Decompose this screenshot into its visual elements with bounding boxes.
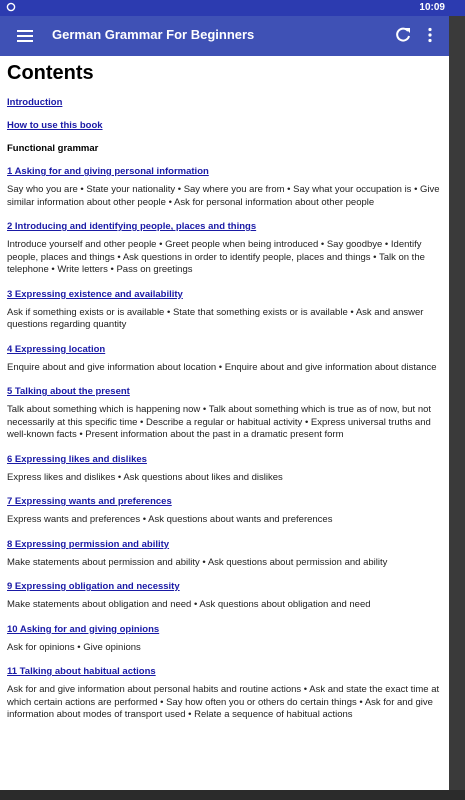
chapter-link-9[interactable]: 9 Expressing obligation and necessity bbox=[7, 581, 180, 592]
chapter-link-10[interactable]: 10 Asking for and giving opinions bbox=[7, 623, 160, 635]
device-frame bbox=[449, 0, 465, 800]
contents-page bbox=[0, 56, 449, 734]
chapter-desc-11: Ask for and give information about personal habits and routine actions • Ask and state the exact time at which certain actions are performed • Say how often you or others do certain things • Ask for and give information about modes of transport used • Relate a sequence of habitual actions bbox=[7, 684, 440, 720]
chapter-link-2[interactable]: 2 Introducing and identifying people, places and things bbox=[7, 221, 257, 232]
chapter-link-7[interactable]: 7 Expressing wants and preferences bbox=[7, 496, 172, 507]
chapter-desc-2: Introduce yourself and other people • Greet people when being introduced • Say goodbye • Identify people, places and things • Ask questions in order to identify people, places and things • Talk on the telephone • Write letters • Pass on greetings bbox=[7, 239, 425, 275]
link-introduction[interactable]: Introduction bbox=[7, 97, 63, 108]
chapter-link-4[interactable]: 4 Expressing location bbox=[7, 343, 106, 355]
status-bar bbox=[0, 0, 465, 16]
app-title: German Grammar For Beginners bbox=[52, 27, 255, 42]
chapter-link-11[interactable]: 11 Talking about habitual actions bbox=[7, 666, 156, 677]
menu-icon[interactable] bbox=[16, 27, 34, 45]
refresh-icon[interactable] bbox=[394, 26, 412, 44]
chapter-link-1[interactable]: 1 Asking for and giving personal information bbox=[7, 166, 209, 177]
link-how-to-use[interactable]: How to use this book bbox=[7, 120, 103, 131]
status-time: 10:09 bbox=[419, 2, 445, 13]
chapter-desc-8: Make statements about permission and ability • Ask questions about permission and ability bbox=[7, 556, 388, 568]
chapter-desc-3: Ask if something exists or is available • State that something exists or is available • Ask and answer questions regarding quantity bbox=[7, 306, 424, 330]
chapter-desc-10: Ask for opinions • Give opinions bbox=[7, 641, 141, 653]
chapter-desc-4: Enquire about and give information about location • Enquire about and give information about distance bbox=[7, 361, 437, 373]
chapter-link-6[interactable]: 6 Expressing likes and dislikes bbox=[7, 453, 147, 465]
device-frame-bottom bbox=[0, 790, 465, 800]
chapter-link-5[interactable]: 5 Talking about the present bbox=[7, 386, 130, 397]
app-bar bbox=[0, 16, 449, 56]
chapter-desc-9: Make statements about obligation and need • Ask questions about obligation and need bbox=[7, 599, 371, 610]
chapter-desc-5: Talk about something which is happening now • Talk about something which is true as of now, but not necessarily at this specific time • Describe a regular or habitual activity • Express universal truths and well-known facts • Present information about the past in a dramatic present form bbox=[7, 404, 432, 440]
page-title: Contents bbox=[7, 62, 94, 84]
chapter-desc-7: Express wants and preferences • Ask questions about wants and preferences bbox=[7, 514, 333, 525]
chapter-link-8[interactable]: 8 Expressing permission and ability bbox=[7, 538, 170, 550]
sync-status-icon bbox=[6, 2, 16, 12]
chapter-link-3[interactable]: 3 Expressing existence and availability bbox=[7, 288, 183, 300]
more-vert-icon[interactable] bbox=[421, 26, 439, 44]
section-heading: Functional grammar bbox=[7, 143, 99, 154]
chapter-desc-1: Say who you are • State your nationality • Say where you are from • Say what your occupation is • Give similar information about other people • Ask for personal information about other people bbox=[7, 184, 440, 208]
chapter-desc-6: Express likes and dislikes • Ask questions about likes and dislikes bbox=[7, 471, 283, 483]
